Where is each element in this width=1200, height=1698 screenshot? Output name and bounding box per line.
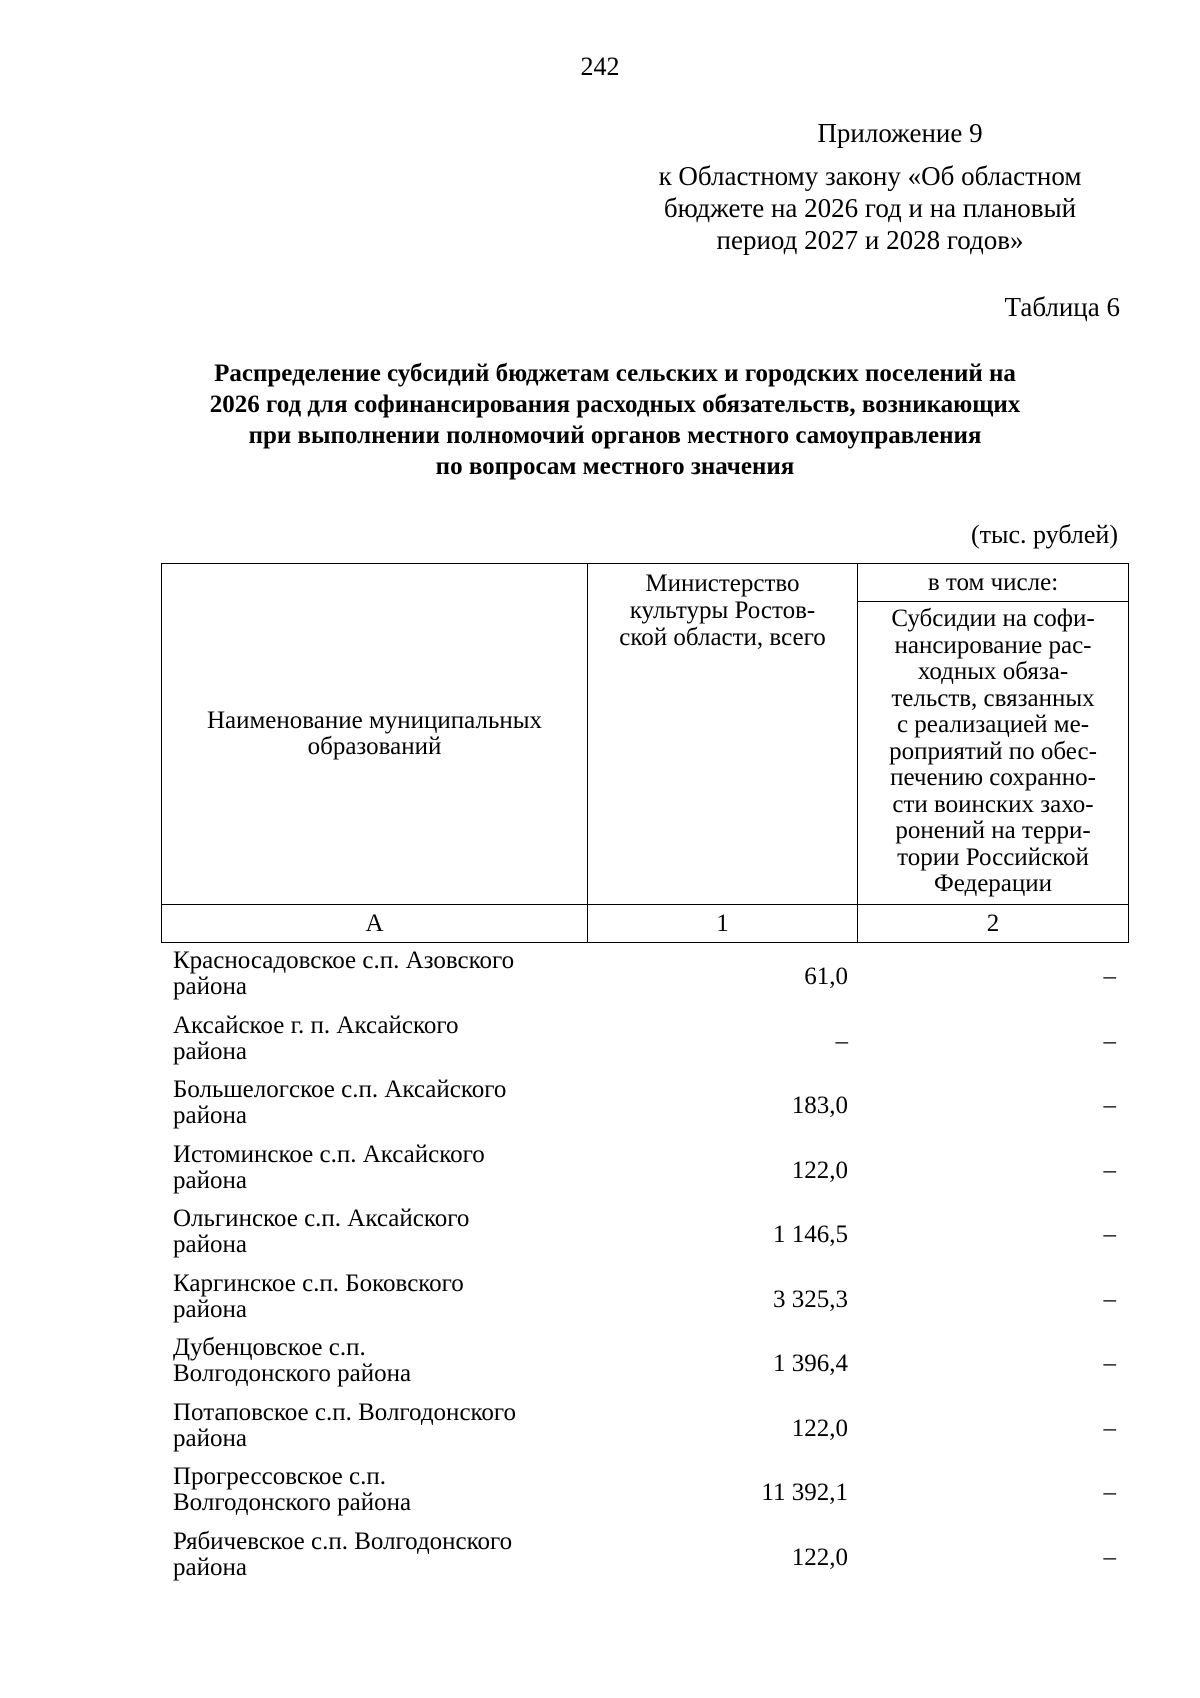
total-value: 183,0 (791, 1092, 848, 1119)
municipality-name (173, 1529, 593, 1581)
name-line: Большелогское с.п. Аксайского (173, 1076, 507, 1103)
municipality-name (173, 948, 593, 1000)
header-subsidy-line: тории Российской (897, 843, 1089, 871)
name-line: Каргинское с.п. Боковского (173, 1269, 464, 1297)
municipality-name (173, 1271, 593, 1323)
name-line: района (173, 1295, 247, 1323)
index-cell-2: 2 (858, 905, 1129, 943)
index-cell-1: 1 (588, 905, 858, 943)
table-row (161, 1464, 1128, 1529)
name-line: района (173, 1102, 247, 1129)
name-line: Волгодонского района (173, 1489, 412, 1516)
name-line: Аксайское г. п. Аксайского (173, 1011, 459, 1039)
header-name-cell (162, 564, 588, 905)
law-reference-line: бюджете на 2026 год и на плановый (663, 193, 1077, 223)
table-label: Таблица 6 (1004, 292, 1120, 322)
table-row (161, 948, 1128, 1013)
total-value: 61,0 (804, 963, 848, 990)
header-subsidy-line: ходных обяза- (917, 658, 1069, 685)
law-reference-line: к Областному закону «Об областном (658, 161, 1082, 191)
name-line: района (173, 1553, 247, 1581)
subsidy-value: – (1103, 963, 1116, 990)
total-value: – (835, 1027, 848, 1055)
table-row (161, 1529, 1128, 1594)
subsidy-value: – (1103, 1092, 1116, 1119)
title-line: по вопросам местного значения (435, 453, 795, 480)
subsidy-value: – (1103, 1221, 1116, 1248)
header-subsidy-line: тельств, связанных (891, 684, 1095, 712)
total-value: 3 325,3 (773, 1285, 848, 1313)
table-row (161, 1013, 1128, 1078)
name-line: Дубенцовское с.п. (173, 1334, 366, 1361)
header-subsidy-line: с реализацией ме- (896, 711, 1090, 738)
header-name-line: Наименование муниципальных (206, 707, 543, 734)
appendix-label: Приложение 9 (817, 118, 983, 148)
table-row (161, 1206, 1128, 1271)
subsidy-value: – (1103, 1479, 1116, 1506)
name-line: Потаповское с.п. Волгодонского (173, 1398, 517, 1426)
table-row (161, 1142, 1128, 1207)
table-row (161, 1400, 1128, 1465)
table-row (161, 1335, 1128, 1400)
header-including-cell: в том числе: (858, 564, 1129, 602)
header-subsidy-line: Субсидии на софи- (891, 605, 1095, 632)
municipality-name (173, 1077, 593, 1129)
name-line: района (173, 973, 247, 1000)
header-subsidy-cell (858, 602, 1129, 905)
header-ministry-line: культуры Ростов- (629, 597, 816, 624)
municipality-name (173, 1400, 593, 1452)
total-value: 1 396,4 (773, 1350, 848, 1377)
title-line: 2026 год для софинансирования расходных обязательств, возникающих (209, 391, 1021, 418)
header-subsidy-line: роприятий по обес- (889, 737, 1097, 765)
index-cell-a: А (162, 905, 588, 943)
header-subsidy-line: ронений на терри- (895, 817, 1091, 844)
total-value: 11 392,1 (761, 1479, 848, 1506)
header-ministry-cell (588, 564, 858, 905)
title-line: Распределение субсидий бюджетам сельских и городских поселений на (214, 360, 1016, 387)
table-row (161, 1271, 1128, 1336)
name-line: района (173, 1037, 247, 1065)
table-body (161, 948, 1128, 1593)
subsidy-value: – (1103, 1285, 1116, 1313)
total-value: 1 146,5 (773, 1221, 848, 1248)
title-line: при выполнении полномочий органов местного самоуправления (248, 422, 982, 449)
name-line: Рябичевское с.п. Волгодонского (173, 1527, 513, 1555)
header-ministry-line: Министерство (645, 570, 800, 597)
total-value: 122,0 (791, 1414, 848, 1442)
subsidy-value: – (1103, 1350, 1116, 1377)
name-line: района (173, 1231, 247, 1258)
name-line: района (173, 1166, 247, 1194)
header-name-line: образований (307, 733, 442, 760)
name-line: Красносадовское с.п. Азовского (173, 947, 515, 974)
municipality-name (173, 1206, 593, 1258)
municipality-name (173, 1464, 593, 1516)
table-header (161, 563, 1129, 943)
header-ministry-line: ской области, всего (619, 624, 826, 651)
units-label: (тыс. рублей) (970, 520, 1118, 549)
header-subsidy-line: печению сохранно- (890, 764, 1096, 791)
document-title (150, 358, 1080, 482)
subsidy-value: – (1103, 1414, 1116, 1442)
municipality-name (173, 1013, 593, 1065)
header-subsidy-line: Федерации (933, 870, 1053, 897)
subsidy-value: – (1103, 1027, 1116, 1055)
law-reference (620, 160, 1120, 256)
name-line: Ольгинское с.п. Аксайского (173, 1205, 470, 1232)
header-subsidy-line: сти воинских захо- (892, 790, 1094, 818)
municipality-name (173, 1142, 593, 1194)
municipality-name (173, 1335, 593, 1387)
name-line: Истоминское с.п. Аксайского (173, 1140, 485, 1168)
page-number: 242 (580, 52, 620, 81)
name-line: Прогрессовское с.п. (173, 1463, 386, 1490)
law-reference-line: период 2027 и 2028 годов» (716, 225, 1024, 255)
table-row (161, 1077, 1128, 1142)
header-subsidy-line: нансирование рас- (894, 631, 1092, 659)
subsidy-value: – (1103, 1156, 1116, 1184)
total-value: 122,0 (791, 1543, 848, 1571)
name-line: Волгодонского района (173, 1360, 412, 1387)
name-line: района (173, 1424, 247, 1452)
total-value: 122,0 (791, 1156, 848, 1184)
subsidy-value: – (1103, 1543, 1116, 1571)
